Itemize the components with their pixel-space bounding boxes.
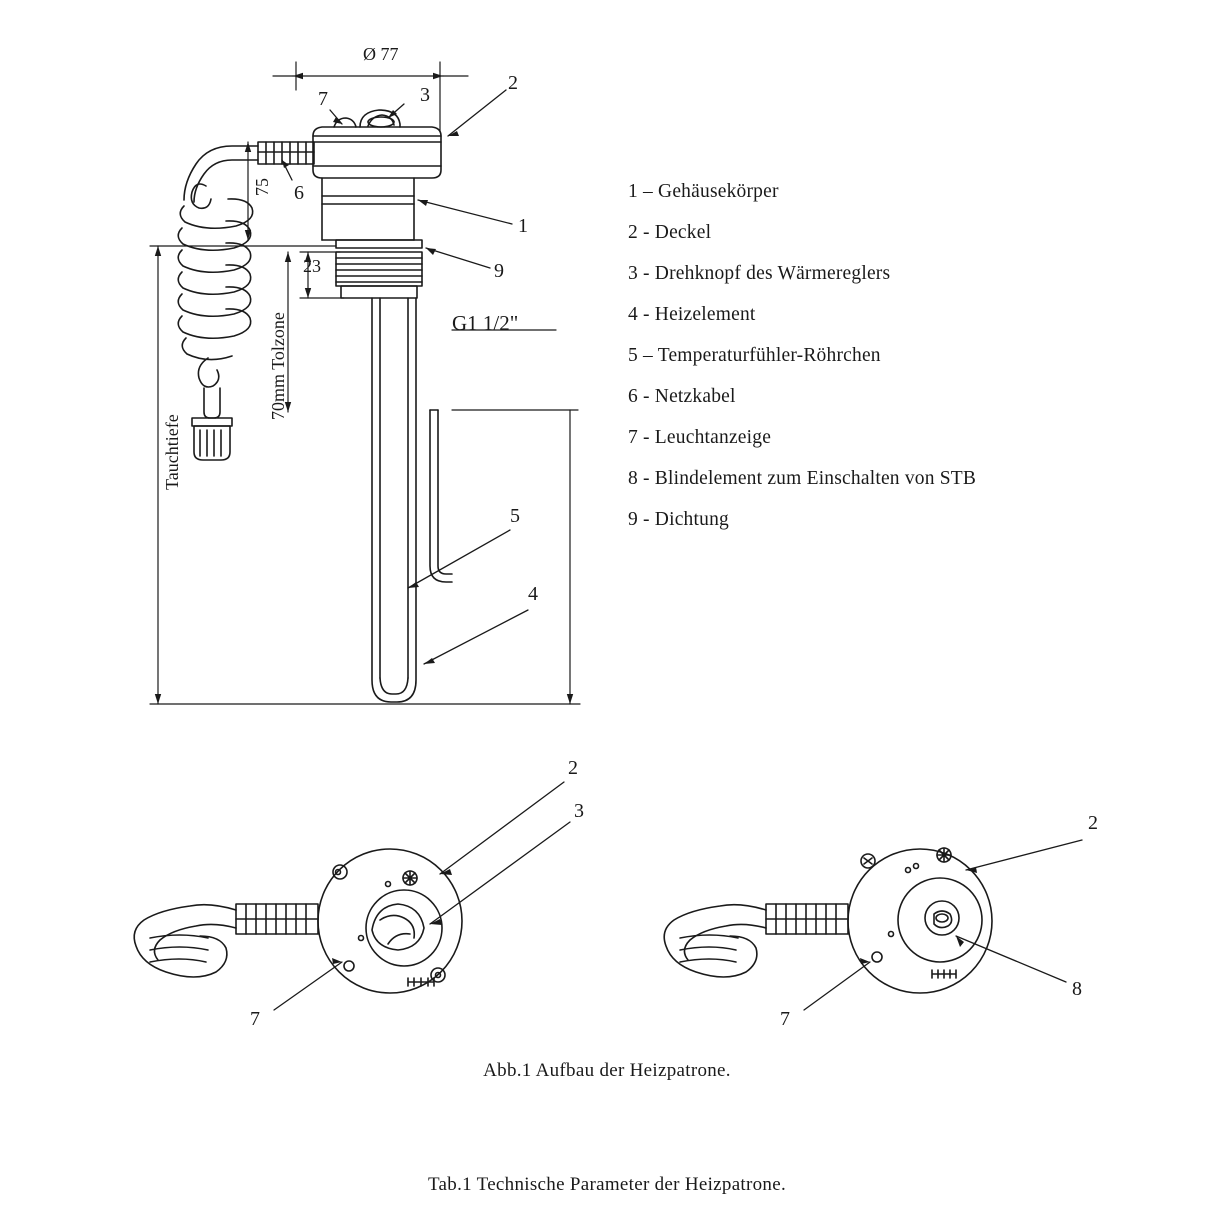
legend-item-5: 5 – Temperaturfühler-Röhrchen — [628, 345, 881, 366]
callout-right-2: 2 — [1088, 812, 1098, 834]
top-view-left — [134, 849, 462, 993]
cover-deckel — [313, 127, 441, 178]
housing-body — [322, 178, 414, 240]
power-cord — [178, 146, 258, 460]
table-caption: Tab.1 Technische Parameter der Heizpatrone. — [427, 1174, 787, 1195]
legend-item-7: 7 - Leuchtanzeige — [628, 427, 772, 448]
callout-leaders-main — [282, 90, 528, 664]
callout-main-1: 1 — [518, 215, 528, 237]
callout-main-6: 6 — [294, 182, 304, 204]
dimension-label-immersion-depth: Tauchtiefe — [162, 414, 182, 490]
legend-item-8: 8 - Blindelement zum Einschalten von STB — [628, 468, 977, 489]
callout-right-8: 8 — [1072, 978, 1082, 1000]
figure-caption: Abb.1 Aufbau der Heizpatrone. — [483, 1060, 731, 1081]
callout-main-7: 7 — [318, 88, 328, 110]
cable-gland — [258, 142, 314, 164]
callout-left-2: 2 — [568, 757, 578, 779]
callout-main-4: 4 — [528, 583, 538, 605]
callout-main-3: 3 — [420, 84, 430, 106]
callout-leaders-right-top — [804, 840, 1082, 1010]
legend-item-6: 6 - Netzkabel — [628, 386, 736, 407]
dimension-label-75: 75 — [252, 178, 272, 196]
legend-item-3: 3 - Drehknopf des Wärmereglers — [628, 263, 891, 284]
legend-list — [628, 182, 1188, 551]
legend-item-4: 4 - Heizelement — [628, 304, 756, 325]
callout-left-3: 3 — [574, 800, 584, 822]
dimension-label-diameter: Ø 77 — [363, 44, 399, 64]
heating-element-tube — [372, 298, 416, 702]
callout-main-2: 2 — [508, 72, 518, 94]
dimension-label-thread: G1 1/2" — [452, 311, 519, 335]
legend-item-1: 1 – Gehäusekörper — [628, 181, 779, 202]
top-view-right — [664, 848, 992, 993]
callout-main-9: 9 — [494, 260, 504, 282]
dimension-label-23: 23 — [303, 256, 321, 276]
callout-leaders-left-top — [274, 782, 570, 1010]
dimension-label-tolzone: 70mm Tolzone — [268, 312, 288, 420]
thread-section — [336, 240, 422, 298]
callout-left-7: 7 — [250, 1008, 260, 1030]
callout-main-5: 5 — [510, 505, 520, 527]
legend-item-2: 2 - Deckel — [628, 222, 712, 243]
sensor-tube — [430, 410, 452, 582]
callout-right-7: 7 — [780, 1008, 790, 1030]
legend-item-9: 9 - Dichtung — [628, 509, 729, 530]
